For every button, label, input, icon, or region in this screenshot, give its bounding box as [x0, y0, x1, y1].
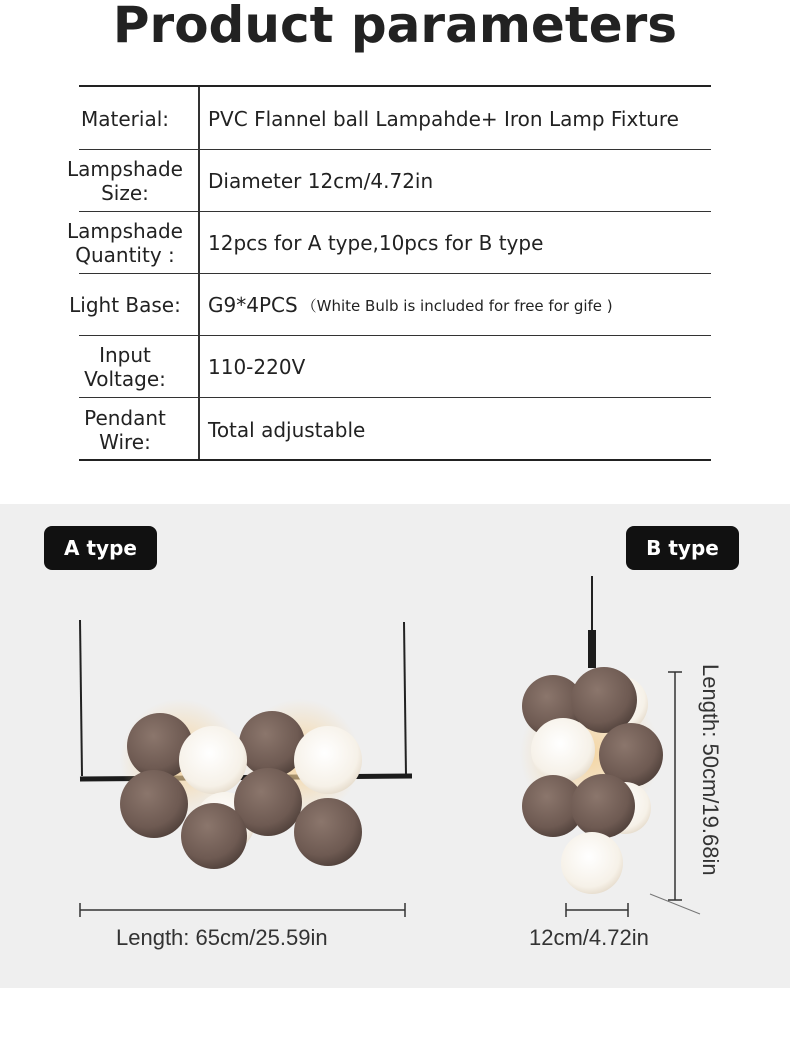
row-label	[59, 150, 191, 212]
row-value	[208, 336, 305, 398]
a-type-felt-ball	[120, 770, 188, 838]
row-label-line: Quantity :	[75, 243, 175, 267]
lamp-illustrations	[0, 504, 790, 988]
row-label-line: Size:	[101, 181, 149, 205]
a-type-suspension-wire-right	[404, 622, 406, 776]
b-type-glass-ball	[531, 718, 595, 782]
a-type-felt-ball	[294, 798, 362, 866]
row-value	[208, 87, 679, 150]
row-label-line: Voltage:	[84, 367, 166, 391]
row-value-text: 110-220V	[208, 355, 306, 379]
a-type-length-dimension	[80, 903, 405, 917]
row-label	[59, 398, 191, 461]
row-label-line: Wire:	[99, 429, 151, 454]
column-divider	[198, 212, 200, 274]
row-value	[208, 398, 365, 461]
b-type-width-label: 12cm/4.72in	[529, 925, 649, 950]
row-label-line: Light Base:	[69, 293, 181, 317]
row-label-line: Pendant	[84, 405, 166, 430]
table-row-material	[79, 87, 711, 150]
row-label	[59, 87, 191, 150]
a-type-badge: A type	[44, 526, 157, 570]
row-value-text: 12pcs for A type,10pcs for B type	[208, 231, 544, 255]
column-divider	[198, 274, 200, 336]
row-value	[208, 150, 433, 212]
column-divider	[198, 150, 200, 212]
table-row-lampshade-size	[67, 150, 711, 212]
table-bottom-rule	[79, 459, 711, 461]
product-types-panel	[0, 504, 790, 988]
a-type-lamp	[80, 620, 412, 869]
a-type-felt-ball	[181, 803, 247, 869]
b-type-lamp	[520, 576, 700, 914]
row-value-note: （White Bulb is included for free for gife )	[301, 296, 613, 315]
table-row-pendant-wire	[79, 398, 711, 461]
row-label-line: Lampshade	[67, 219, 183, 243]
b-type-glass-ball	[561, 832, 623, 894]
row-value	[208, 212, 543, 274]
b-type-felt-ball	[571, 774, 635, 838]
row-label	[59, 212, 191, 274]
row-label-line: Input	[99, 343, 151, 367]
b-type-badge: B type	[626, 526, 739, 570]
a-type-suspension-wire-left	[80, 620, 82, 776]
row-value-text: G9*4PCS	[208, 293, 298, 317]
b-type-felt-ball	[571, 667, 637, 733]
row-value-text: Total adjustable	[208, 417, 366, 442]
row-label	[59, 274, 191, 336]
a-type-glass-ball	[294, 726, 362, 794]
b-type-length-dimension	[668, 672, 682, 900]
row-label-line: Lampshade	[67, 157, 183, 181]
b-type-width-dimension	[566, 903, 628, 917]
row-label-line: Material:	[81, 106, 169, 131]
column-divider	[198, 398, 200, 461]
table-row-lampshade-quantity	[67, 212, 711, 274]
table-row-input-voltage	[79, 336, 711, 398]
b-type-length-label: Length: 50cm/19.68in	[698, 664, 723, 876]
row-value-text: Diameter 12cm/4.72in	[208, 169, 434, 193]
row-value-text: PVC Flannel ball Lampahde+ Iron Lamp Fixture	[208, 106, 679, 131]
b-type-iron-rod	[588, 630, 596, 668]
a-type-length-label: Length: 65cm/25.59in	[116, 925, 328, 950]
table-row-light-base	[69, 274, 711, 336]
row-label	[59, 336, 191, 398]
column-divider	[198, 336, 200, 398]
column-divider	[198, 87, 200, 150]
page-title: Product parameters	[112, 0, 678, 54]
row-value	[208, 274, 613, 336]
a-type-glass-ball	[179, 726, 247, 794]
